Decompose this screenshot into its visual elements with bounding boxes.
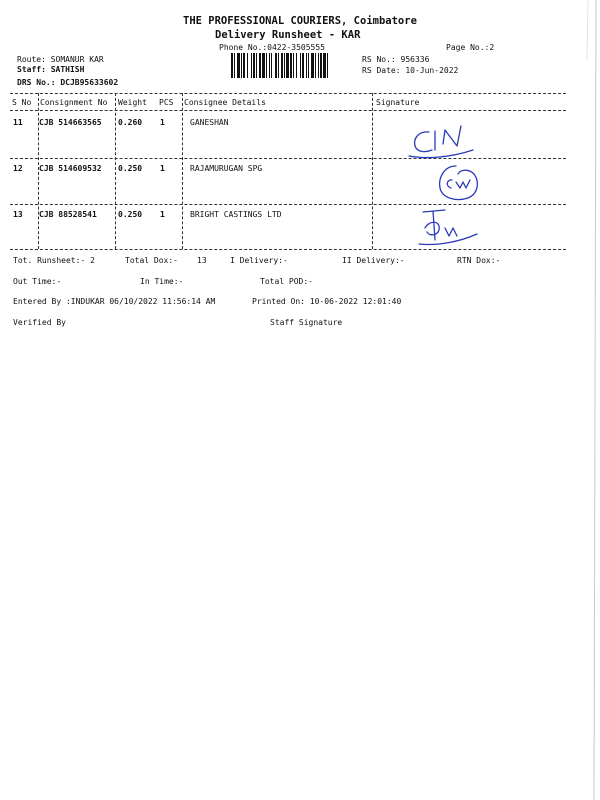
route: Route: SOMANUR KAR [17,55,104,64]
row-pcs: 1 [160,164,165,173]
column-rule [182,93,183,249]
column-rule [115,93,116,249]
total-dox-value: 13 [197,256,207,265]
phone-number: Phone No.:0422-3505555 [219,43,325,52]
ii-delivery: II Delivery:- [342,256,405,265]
signature-1 [405,120,485,160]
row-weight: 0.250 [118,210,143,219]
document-title: Delivery Runsheet - KAR [215,29,361,41]
header-sno: S No [12,98,32,107]
row-weight: 0.260 [118,118,143,127]
row-sno: 13 [13,210,23,219]
i-delivery: I Delivery:- [230,256,288,265]
table-top-rule [10,93,566,94]
row-consignee: RAJAMURUGAN SPG [190,164,263,173]
printed-on: Printed On: 10-06-2022 12:01:40 [252,297,402,306]
column-rule [372,93,373,249]
entered-by: Entered By :INDUKAR 06/10/2022 11:56:14 AM [13,297,216,306]
in-time: In Time:- [140,277,184,286]
header-weight: Weight [118,98,147,107]
staff-signature: Staff Signature [270,318,343,327]
barcode [231,53,357,78]
row-consignee: GANESHAN [190,118,229,127]
tot-runsheet: Tot. Runsheet:- 2 [13,256,95,265]
row-pcs: 1 [160,210,165,219]
staff: Staff: SATHISH [17,65,85,74]
rs-number: RS No.: 956336 [362,55,430,64]
drs-number: DRS No.: DCJB95633602 [17,78,119,87]
row-consignee: BRIGHT CASTINGS LTD [190,210,282,219]
header-signature: Signature [376,98,420,107]
out-time: Out Time:- [13,277,62,286]
page-number: Page No.:2 [446,43,495,52]
scan-edge [572,0,600,800]
total-dox-label: Total Dox:- [125,256,178,265]
row-consignment: CJB 88528541 [39,210,97,219]
header-bottom-rule [10,110,566,111]
header-consignment: Consignment No [40,98,108,107]
row-consignment: CJB 514663565 [39,118,102,127]
verified-by: Verified By [13,318,66,327]
row-pcs: 1 [160,118,165,127]
total-pod: Total POD:- [260,277,313,286]
row-consignment: CJB 514609532 [39,164,102,173]
company-name: THE PROFESSIONAL COURIERS, Coimbatore [183,15,417,27]
signature-3 [415,206,485,248]
table-bottom-rule [10,249,566,250]
row-sno: 12 [13,164,23,173]
rs-date: RS Date: 10-Jun-2022 [362,66,459,75]
row-sno: 11 [13,118,23,127]
header-consignee: Consignee Details [184,98,266,107]
signature-2 [432,162,487,206]
header-pcs: PCS [159,98,174,107]
rtn-dox: RTN Dox:- [457,256,501,265]
row-weight: 0.250 [118,164,143,173]
